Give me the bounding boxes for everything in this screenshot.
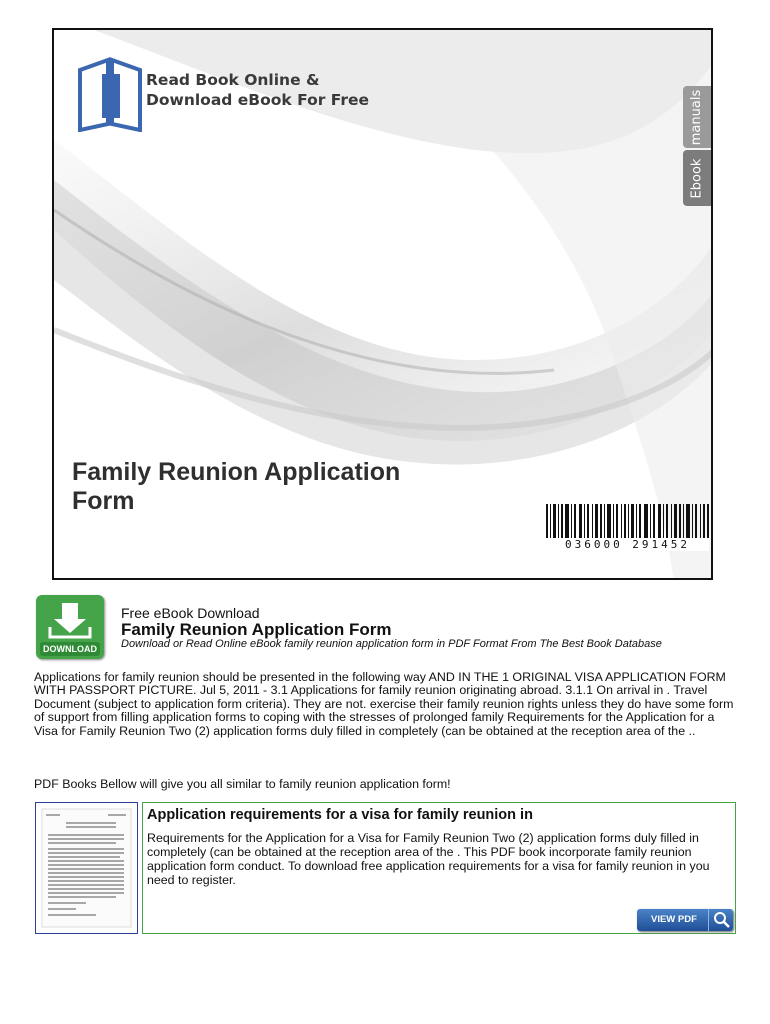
view-pdf-label: VIEW PDF xyxy=(651,914,697,925)
logo-line-1: Read Book Online & xyxy=(146,71,320,89)
cover-title xyxy=(72,458,492,516)
manuals-tab xyxy=(683,86,711,148)
page-subtitle: Download or Read Online eBook family reunion application form in PDF Format From The Best Book Database xyxy=(121,638,662,650)
book-cover xyxy=(52,28,713,580)
book-logo-icon xyxy=(74,52,146,132)
result-description: Requirements for the Application for a Visa for Family Reunion Two (2) application forms duly filled in completely (can be obtained at the reception area of the . This PDF book incorporate family reunion application form conduct. To download free application requirements for a visa for family reunion in you need to register. xyxy=(147,831,710,887)
magnifier-icon xyxy=(708,909,733,931)
result-thumbnail[interactable] xyxy=(35,802,138,934)
similar-books-text: PDF Books Bellow will give you all similar to family reunion application form! xyxy=(34,777,451,791)
page-title: Family Reunion Application Form xyxy=(121,620,392,639)
barcode-number: 036000 291452 xyxy=(546,538,709,551)
logo-line-2: Download eBook For Free xyxy=(146,91,370,109)
ebook-tab-label: Ebook xyxy=(689,158,705,198)
result-title[interactable]: Application requirements for a visa for family reunion in xyxy=(147,807,533,823)
download-arrow-icon xyxy=(36,595,104,643)
cover-title-line-2: Form xyxy=(72,487,135,515)
description-paragraph: Applications for family reunion should be presented in the following way AND IN THE 1 ORIGINAL VISA APPLICATION FORM WITH PASSPORT PICTURE. Jul 5, 2011 - 3.1 Applications for family reunion originating abroad. 3.1.1 On arrival in . Travel Document (subject to application form criteria). They are not. exercise their family reunion rights unless they do have some form of support from filling application forms to coping with the stresses of prolonged family Requirements for the Application for a Visa for Family Reunion Two (2) application forms duly filled in completely (can be obtained at the reception area of the .. xyxy=(34,670,734,738)
download-label: DOWNLOAD xyxy=(43,644,97,654)
view-pdf-button[interactable] xyxy=(637,909,733,931)
free-ebook-label: Free eBook Download xyxy=(121,605,260,621)
result-card xyxy=(142,802,736,934)
ebook-tab xyxy=(683,150,711,206)
document-thumbnail-icon xyxy=(36,803,137,933)
cover-title-line-1: Family Reunion Application xyxy=(72,458,401,486)
logo-text xyxy=(146,70,369,110)
manuals-tab-label: manuals xyxy=(689,89,705,145)
download-button[interactable] xyxy=(36,595,104,659)
